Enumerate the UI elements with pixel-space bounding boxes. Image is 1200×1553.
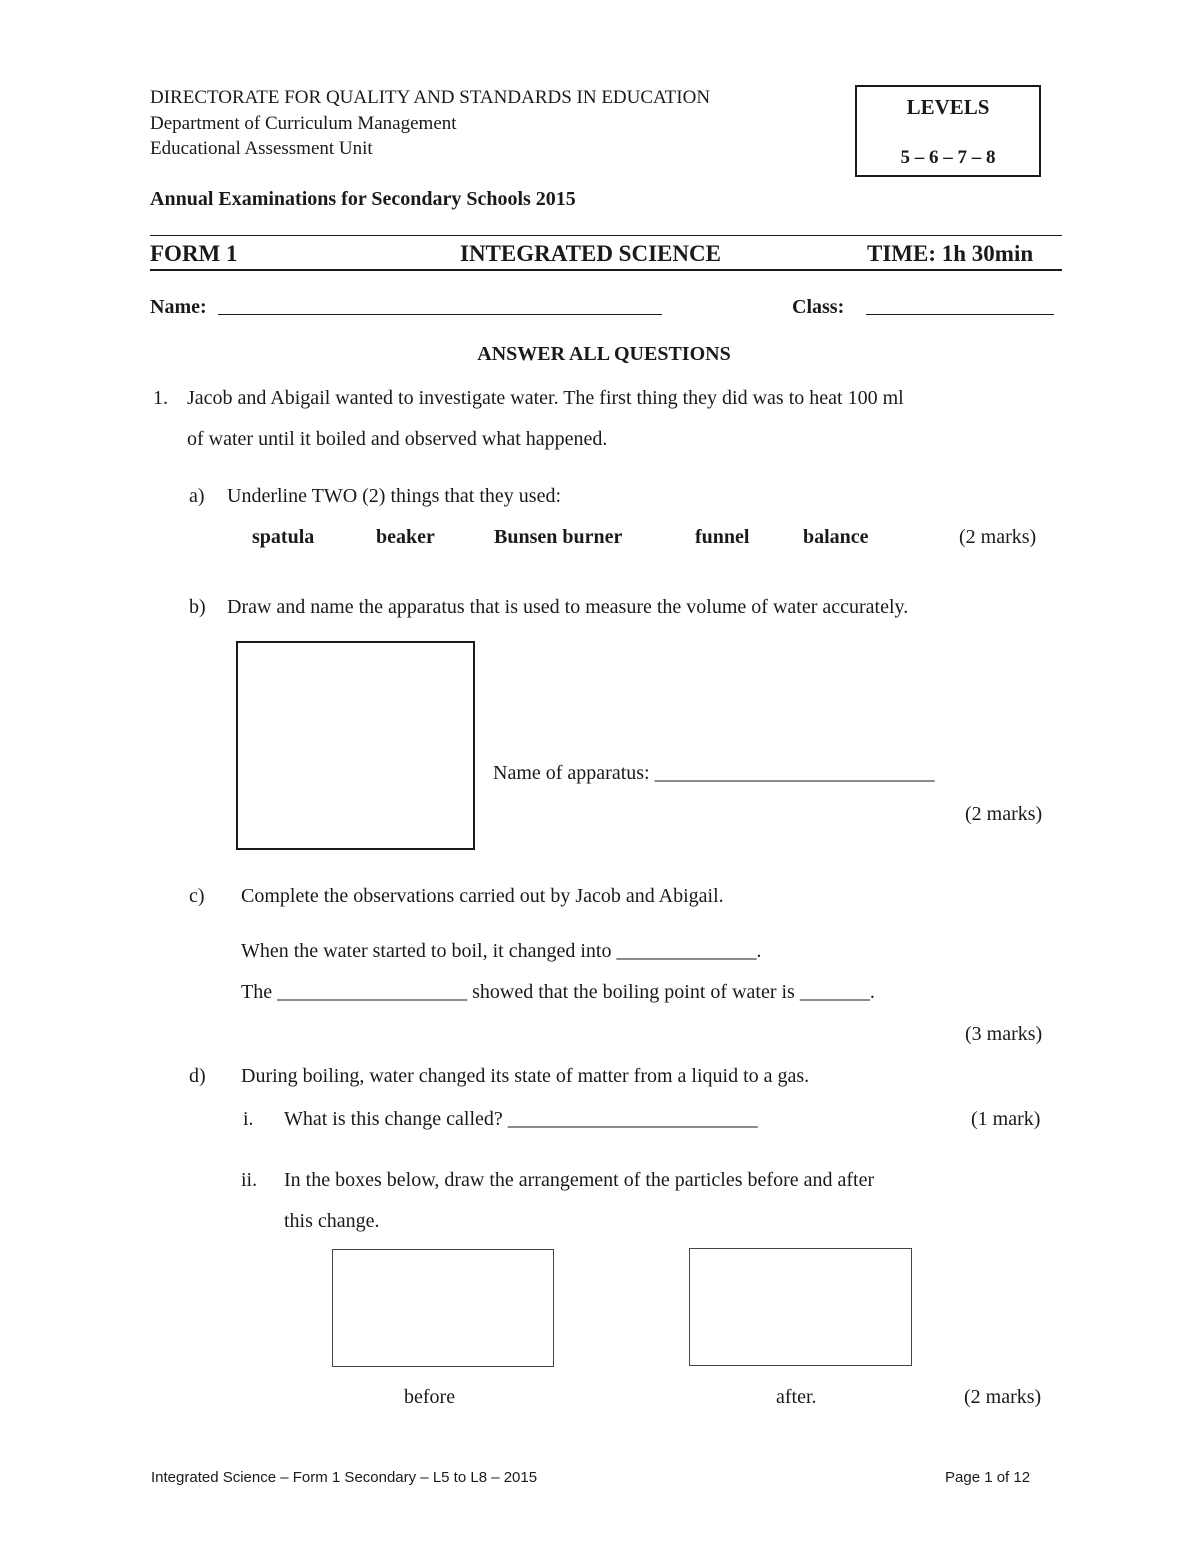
question-number: 1. (153, 387, 168, 409)
observation-line1[interactable]: When the water started to boil, it changed into ______________. (241, 940, 762, 962)
question-stem-line2: of water until it boiled and observed what happened. (187, 428, 608, 450)
before-caption: before (404, 1386, 456, 1408)
levels-values: 5 – 6 – 7 – 8 (900, 147, 996, 168)
part-b-label: b) (189, 596, 206, 618)
before-drawing-box[interactable] (332, 1249, 554, 1367)
exam-title: Annual Examinations for Secondary Schools 2015 (150, 188, 576, 210)
question-stem-line1: Jacob and Abigail wanted to investigate water. The first thing they did was to heat 100 ml (187, 387, 904, 409)
levels-box (855, 85, 1041, 177)
directorate-heading: DIRECTORATE FOR QUALITY AND STANDARDS IN EDUCATION (150, 87, 711, 108)
apparatus-drawing-box[interactable] (236, 641, 475, 850)
part-d-i-text[interactable]: What is this change called? _________________________ (284, 1108, 758, 1130)
part-d-ii-marks: (2 marks) (964, 1386, 1042, 1408)
part-d-i-marks: (1 mark) (971, 1108, 1041, 1130)
part-d-ii-label: ii. (241, 1169, 258, 1191)
subject-label: INTEGRATED SCIENCE (460, 241, 721, 266)
name-field[interactable] (218, 314, 662, 315)
footer-left: Integrated Science – Form 1 Secondary – L5 to L8 – 2015 (151, 1469, 538, 1486)
apparatus-name-field[interactable]: Name of apparatus: ____________________________ (493, 762, 935, 784)
part-a-text: Underline TWO (2) things that they used: (227, 485, 562, 507)
part-b-text: Draw and name the apparatus that is used to measure the volume of water accurately. (227, 596, 909, 618)
observation-line2[interactable]: The ___________________ showed that the boiling point of water is _______. (241, 981, 875, 1003)
after-drawing-box[interactable] (689, 1248, 912, 1366)
option-beaker[interactable]: beaker (376, 526, 435, 548)
levels-title: LEVELS (906, 95, 990, 119)
name-label: Name: (150, 296, 207, 318)
part-b-marks: (2 marks) (965, 803, 1043, 825)
part-a-label: a) (189, 485, 205, 507)
title-rule-bottom (150, 269, 1062, 271)
option-spatula[interactable]: spatula (252, 526, 315, 548)
department-heading: Department of Curriculum Management (150, 113, 457, 134)
unit-heading: Educational Assessment Unit (150, 138, 373, 159)
part-d-ii-text1: In the boxes below, draw the arrangement of the particles before and after (284, 1169, 875, 1191)
part-c-label: c) (189, 885, 205, 907)
part-a-marks: (2 marks) (959, 526, 1037, 548)
part-c-text: Complete the observations carried out by Jacob and Abigail. (241, 885, 724, 907)
after-caption: after. (776, 1386, 817, 1408)
instructions-heading: ANSWER ALL QUESTIONS (477, 343, 731, 365)
page-number: Page 1 of 12 (945, 1469, 1031, 1486)
class-label: Class: (792, 296, 845, 318)
part-d-i-label: i. (243, 1108, 254, 1130)
time-label: TIME: 1h 30min (867, 241, 1034, 266)
title-rule-top (150, 235, 1062, 236)
part-d-text: During boiling, water changed its state of matter from a liquid to a gas. (241, 1065, 810, 1087)
part-d-label: d) (189, 1065, 206, 1087)
form-label: FORM 1 (150, 241, 238, 266)
option-balance[interactable]: balance (803, 526, 869, 548)
part-c-marks: (3 marks) (965, 1023, 1043, 1045)
part-d-ii-text2: this change. (284, 1210, 380, 1232)
option-funnel[interactable]: funnel (695, 526, 750, 548)
class-field[interactable] (866, 314, 1054, 315)
option-bunsen-burner[interactable]: Bunsen burner (494, 526, 623, 548)
